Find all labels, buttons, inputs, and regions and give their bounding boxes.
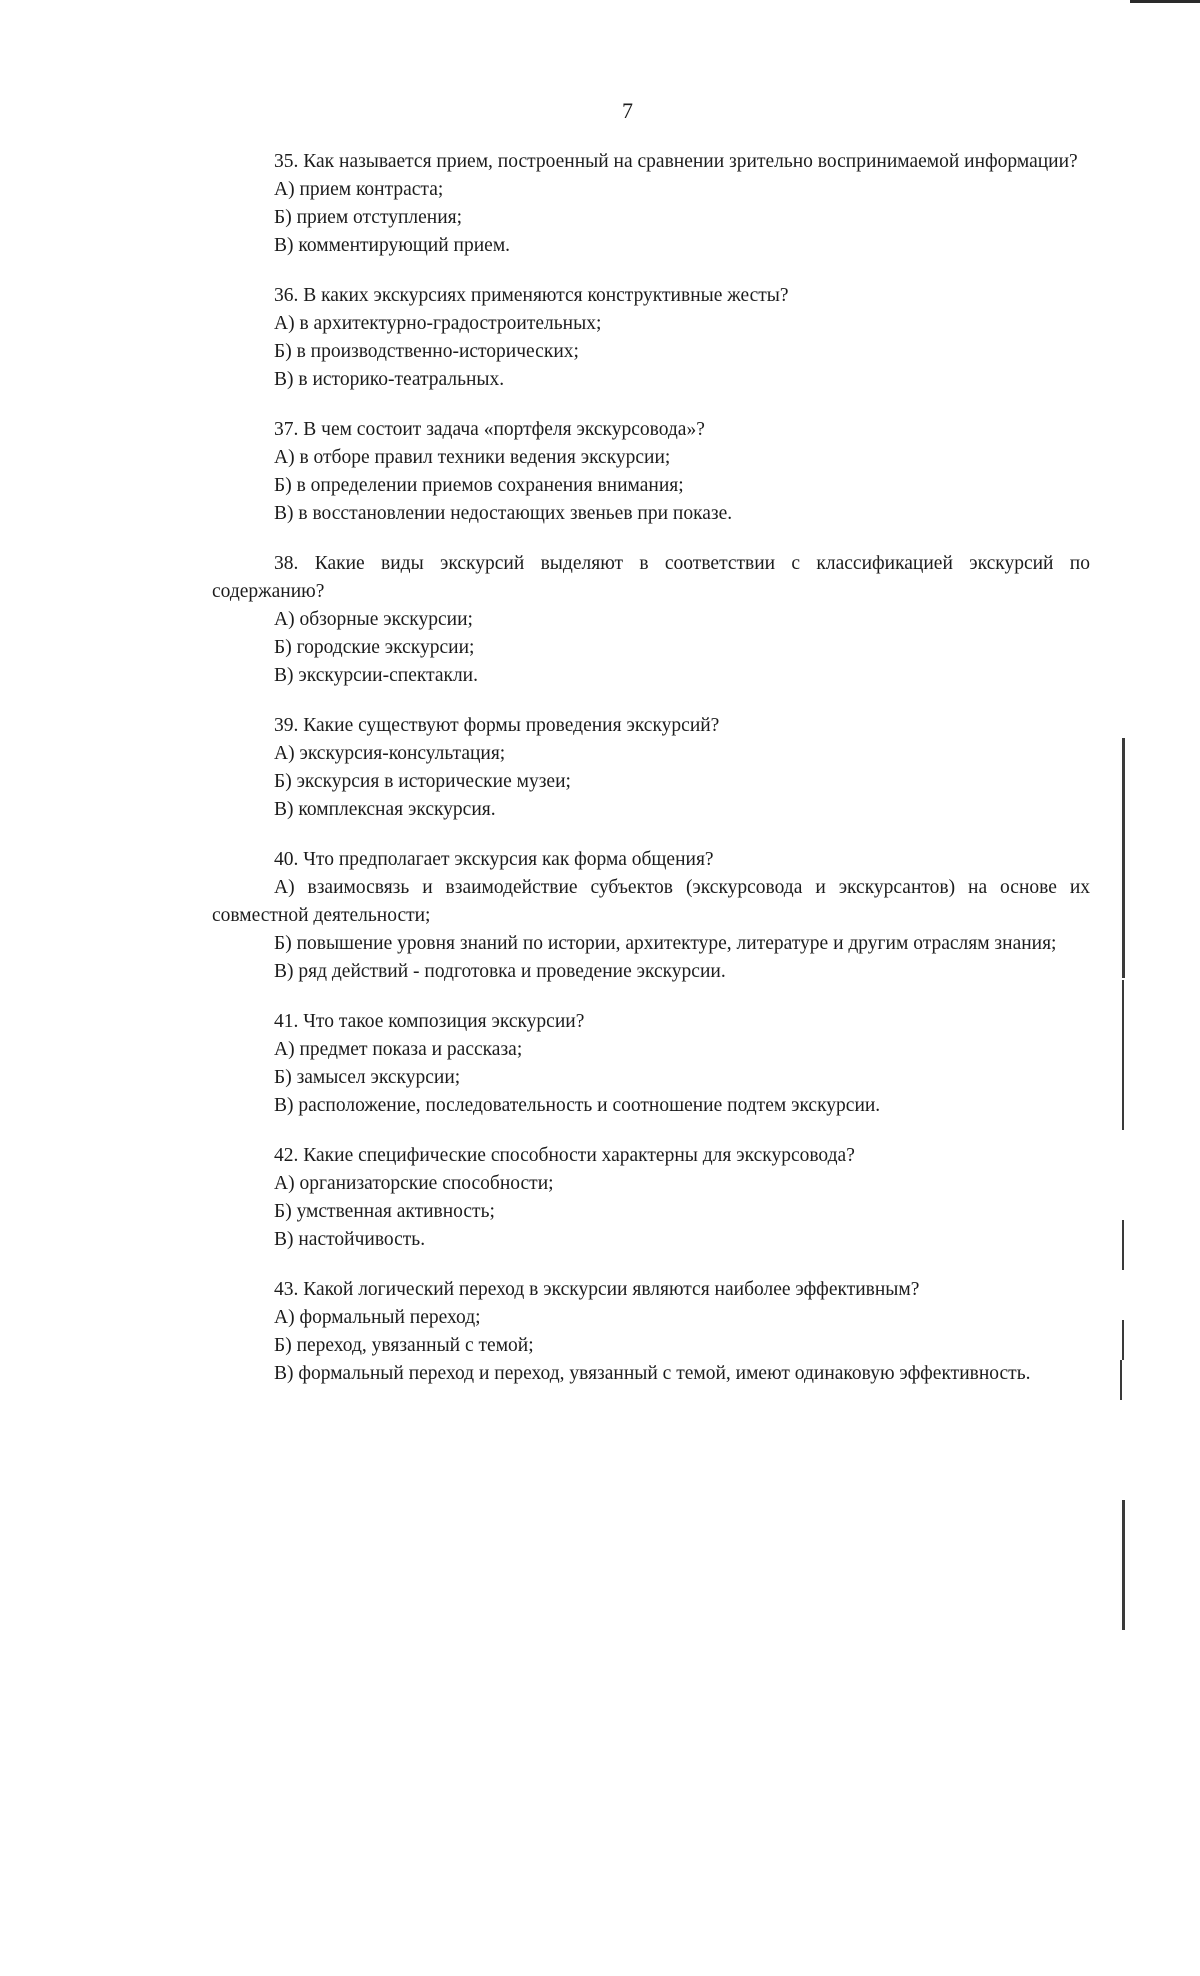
question-text: 35. Как называется прием, построенный на сравнении зрительно воспринимаемой информации? <box>274 151 1078 172</box>
answer-option: Б) повышение уровня знаний по истории, архитектуре, литературе и другим отраслям знания; <box>274 933 1057 954</box>
question-list <box>212 148 1090 1410</box>
answer-option: В) формальный переход и переход, увязанный с темой, имеют одинаковую эффективность. <box>274 1363 1031 1384</box>
answer-option: В) комплексная экскурсия. <box>274 799 496 820</box>
answer-option: В) расположение, последовательность и соотношение подтем экскурсии. <box>274 1095 881 1116</box>
answer-option: Б) экскурсия в исторические музеи; <box>274 771 571 792</box>
question-block <box>212 1008 1090 1120</box>
answer-option: А) прием контраста; <box>274 179 444 200</box>
answer-option: Б) в определении приемов сохранения внимания; <box>274 475 684 496</box>
answer-option: В) ряд действий - подготовка и проведение экскурсии. <box>274 961 726 982</box>
scan-artifact-line <box>1122 1320 1124 1360</box>
answer-option: В) экскурсии-спектакли. <box>274 665 478 686</box>
answer-option: Б) в производственно-исторических; <box>274 341 579 362</box>
question-text: 39. Какие существуют формы проведения экскурсий? <box>274 715 720 736</box>
answer-option: А) в отборе правил техники ведения экскурсии; <box>274 447 671 468</box>
scan-artifact-line <box>1122 1500 1125 1630</box>
scan-artifact-line <box>1122 1220 1124 1270</box>
question-block <box>212 846 1090 986</box>
answer-option: Б) городские экскурсии; <box>274 637 475 658</box>
question-text: 42. Какие специфические способности характерны для экскурсовода? <box>274 1145 855 1166</box>
question-block <box>212 550 1090 690</box>
question-text: 40. Что предполагает экскурсия как форма общения? <box>274 849 714 870</box>
answer-option: В) комментирующий прием. <box>274 235 511 256</box>
scan-artifact-line <box>1122 738 1125 978</box>
answer-option: А) организаторские способности; <box>274 1173 554 1194</box>
page-number: 7 <box>622 98 633 123</box>
answer-option: Б) умственная активность; <box>274 1201 495 1222</box>
scan-artifact-line <box>1120 1360 1122 1400</box>
answer-option: А) экскурсия-консультация; <box>274 743 506 764</box>
question-block <box>212 1276 1090 1388</box>
answer-option: Б) замысел экскурсии; <box>274 1067 461 1088</box>
question-block <box>212 1142 1090 1254</box>
answer-option: А) формальный переход; <box>274 1307 481 1328</box>
scan-artifact-line <box>1122 980 1124 1130</box>
question-block <box>212 416 1090 528</box>
answer-option: В) в историко-театральных. <box>274 369 505 390</box>
answer-option: А) в архитектурно-градостроительных; <box>274 313 602 334</box>
question-text: 37. В чем состоит задача «портфеля экскурсовода»? <box>274 419 705 440</box>
answer-option: В) в восстановлении недостающих звеньев при показе. <box>274 503 733 524</box>
answer-option: А) обзорные экскурсии; <box>274 609 473 630</box>
question-text: 36. В каких экскурсиях применяются конструктивные жесты? <box>274 285 789 306</box>
question-text: 38. Какие виды экскурсий выделяют в соответствии с классификацией экскурсий по содержанию? <box>212 553 1090 602</box>
answer-option: Б) переход, увязанный с темой; <box>274 1335 534 1356</box>
question-block <box>212 148 1090 260</box>
question-block <box>212 712 1090 824</box>
answer-option: Б) прием отступления; <box>274 207 463 228</box>
answer-option: А) предмет показа и рассказа; <box>274 1039 523 1060</box>
question-text: 41. Что такое композиция экскурсии? <box>274 1011 585 1032</box>
question-text: 43. Какой логический переход в экскурсии являются наиболее эффективным? <box>274 1279 920 1300</box>
scan-edge-line <box>1130 0 1200 3</box>
answer-option: А) взаимосвязь и взаимодействие субъектов (экскурсовода и экскурсантов) на основе их совместной деятельности; <box>212 877 1090 926</box>
question-block <box>212 282 1090 394</box>
answer-option: В) настойчивость. <box>274 1229 426 1250</box>
